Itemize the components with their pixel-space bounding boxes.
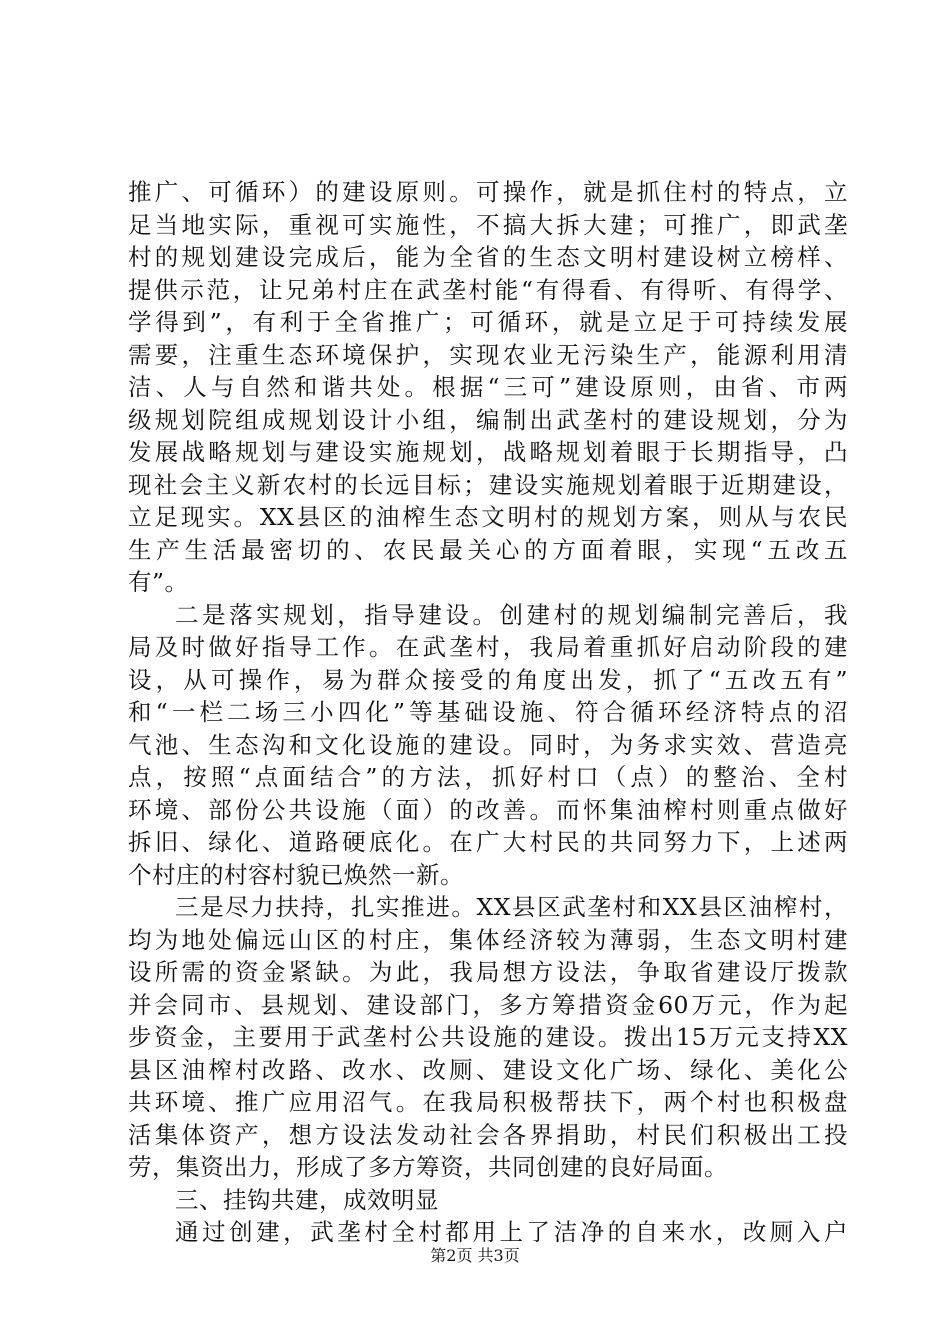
section-heading: 三、挂钩共建，成效明显 — [175, 1185, 439, 1214]
text-line: 学得到”，有利于全省推广；可循环，就是立足于可持续发展 — [128, 308, 848, 336]
text-line: 三是尽力扶持，扎实推进。XX县区武垄村和XX县区油榨村， — [175, 893, 848, 921]
text-line: 级规划院组成规划设计小组，编制出武垄村的建设规划，分为 — [128, 405, 848, 434]
text-line: 局及时做好指导工作。在武垄村，我局着重抓好启动阶段的建 — [128, 633, 848, 661]
text-line: 洁、人与自然和谐共处。根据“三可”建设原则，由省、市两 — [128, 373, 848, 401]
text-line: 生产生活最密切的、农民最关心的方面着眼，实现“五改五 — [128, 535, 848, 564]
text-line: 推广、可循环）的建设原则。可操作，就是抓住村的特点，立 — [128, 178, 848, 206]
text-line: 环境、部份公共设施（面）的改善。而怀集油榨村则重点做好 — [128, 795, 848, 824]
text-line: 点，按照“点面结合”的方法，抓好村口（点）的整治、全村 — [128, 763, 848, 791]
text-line: 活集体资产，想方设法发动社会各界捐助，村民们积极出工投 — [128, 1120, 848, 1149]
text-line: 设所需的资金紧缺。为此，我局想方设法，争取省建设厅拨款 — [128, 958, 848, 986]
text-line: 个村庄的村容村貌已焕然一新。 — [128, 860, 464, 889]
text-line: 二是落实规划，指导建设。创建村的规划编制完善后，我 — [175, 600, 848, 629]
text-line: 共环境、推广应用沼气。在我局积极帮扶下，两个村也积极盘 — [128, 1088, 848, 1116]
body-text — [128, 176, 848, 1249]
text-line: 村的规划建设完成后，能为全省的生态文明村建设树立榜样、 — [128, 243, 848, 271]
text-line: 均为地处偏远山区的村庄，集体经济较为薄弱，生态文明村建 — [128, 925, 848, 954]
text-line: 气池、生态沟和文化设施的建设。同时，为务求实效、营造亮 — [128, 730, 848, 759]
text-line: 立足现实。XX县区的油榨生态文明村的规划方案，则从与农民 — [128, 503, 848, 531]
text-line: 需要，注重生态环境保护，实现农业无污染生产，能源利用清 — [128, 340, 848, 369]
text-line: 县区油榨村改路、改水、改厕、建设文化广场、绿化、美化公 — [128, 1055, 848, 1084]
text-line: 步资金，主要用于武垄村公共设施的建设。拨出15万元支持XX — [128, 1023, 848, 1051]
text-line: 提供示范，让兄弟村庄在武垄村能“有得看、有得听、有得学、 — [128, 275, 848, 304]
text-line: 并会同市、县规划、建设部门，多方筹措资金60万元，作为起 — [128, 990, 848, 1019]
text-line: 拆旧、绿化、道路硬底化。在广大村民的共同努力下，上述两 — [128, 828, 848, 856]
text-line: 通过创建，武垄村全村都用上了洁净的自来水，改厕入户 — [175, 1218, 848, 1246]
text-line: 设，从可操作，易为群众接受的角度出发，抓了“五改五有” — [128, 665, 848, 694]
text-line: 和“一栏二场三小四化”等基础设施、符合循环经济特点的沼 — [128, 698, 848, 726]
text-line: 现社会主义新农村的长远目标；建设实施规划着眼于近期建设， — [128, 470, 848, 499]
text-line: 发展战略规划与建设实施规划，战略规划着眼于长期指导，凸 — [128, 438, 848, 466]
text-line: 足当地实际，重视可实施性，不搞大拆大建；可推广，即武垄 — [128, 210, 848, 239]
page-footer: 第2页 共3页 — [430, 1246, 520, 1265]
text-line: 劳，集资出力，形成了多方筹资，共同创建的良好局面。 — [128, 1153, 728, 1181]
text-line: 有”。 — [128, 568, 189, 596]
